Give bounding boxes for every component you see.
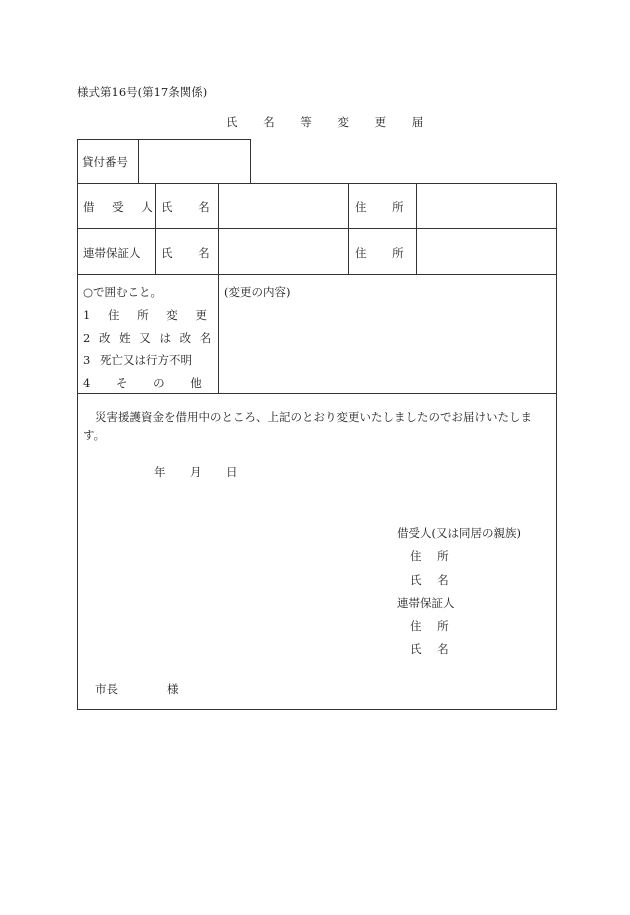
loan-number-field[interactable]: [142, 154, 246, 170]
option-item[interactable]: 3 死亡又は行方不明: [83, 353, 192, 367]
signature-borrower-heading: 借受人(又は同居の親族): [397, 526, 521, 540]
option-item[interactable]: 4 そ の 他: [83, 376, 202, 390]
addressee-title: 市長: [95, 682, 118, 696]
option-item[interactable]: 2 改 姓 又 は 改 名: [83, 331, 212, 345]
page-title: 氏 名 等 変 更 届: [226, 115, 424, 129]
signature-borrower-name: 氏 名: [410, 573, 449, 587]
date-month: 月: [190, 465, 202, 479]
declaration-line-1: 災害援護資金を借用中のところ、上記のとおり変更いたしましたのでお届けいたしま: [95, 410, 532, 424]
borrower-name-label: 氏 名: [161, 200, 210, 214]
guarantor-name-field[interactable]: [222, 242, 344, 260]
guarantor-address-label: 住 所: [355, 246, 404, 260]
date-year: 年: [154, 465, 166, 479]
loan-number-label: 貸付番号: [82, 155, 128, 169]
change-content-field[interactable]: [224, 302, 552, 388]
signature-borrower-address: 住 所: [410, 549, 449, 563]
guarantor-address-field[interactable]: [420, 242, 552, 260]
signature-guarantor-name: 氏 名: [410, 642, 449, 656]
declaration-line-2: す。: [83, 428, 106, 442]
option-item[interactable]: 1 住 所 変 更: [83, 308, 207, 322]
guarantor-name-label: 氏 名: [161, 246, 210, 260]
date-day: 日: [226, 465, 238, 479]
form-id: 様式第16号(第17条関係): [77, 85, 208, 99]
borrower-label: 借 受 人: [83, 200, 153, 214]
signature-guarantor-address: 住 所: [410, 619, 449, 633]
borrower-address-field[interactable]: [420, 196, 552, 214]
borrower-address-label: 住 所: [355, 200, 404, 214]
borrower-name-field[interactable]: [222, 196, 344, 214]
options-instruction: ○で囲むこと。: [83, 285, 163, 299]
addressee-honorific: 様: [167, 682, 179, 696]
guarantor-label: 連帯保証人: [83, 246, 141, 260]
signature-guarantor-heading: 連帯保証人: [397, 596, 455, 610]
change-content-label: (変更の内容): [224, 285, 291, 299]
